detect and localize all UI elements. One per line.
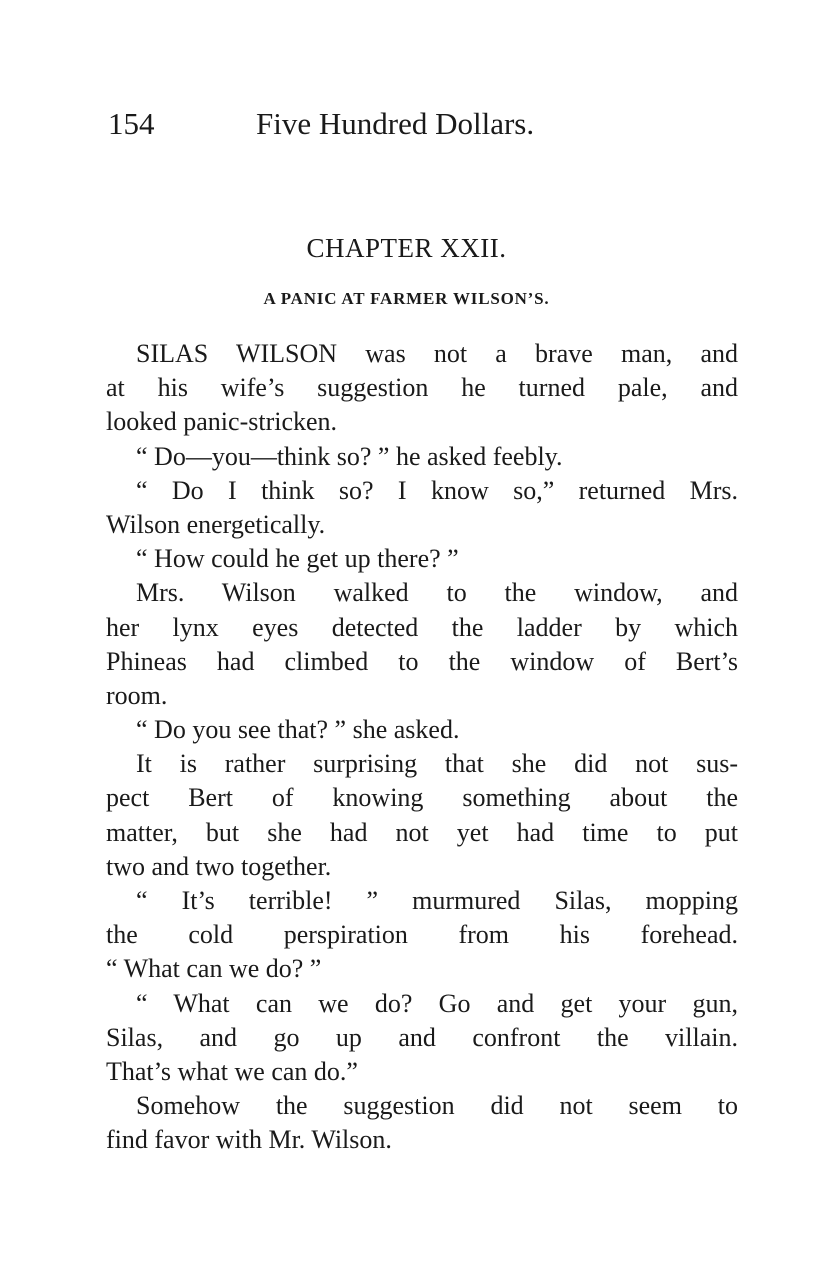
text-line: Phineas had climbed to the window of Bert’s — [106, 646, 738, 676]
text-line: at his wife’s suggestion he turned pale, and — [106, 373, 738, 403]
text-line: Silas, and go up and confront the villain. — [106, 1022, 738, 1052]
text-line: Somehow the suggestion did not seem to — [136, 1091, 738, 1121]
text-line: looked panic-stricken. — [106, 407, 338, 437]
body-text — [106, 337, 738, 1158]
text-line: “ It’s terrible! ” murmured Silas, mopping — [136, 886, 738, 915]
text-line: the cold perspiration from his forehead. — [106, 920, 738, 950]
text-line: “ Do—you—think so? ” he asked feebly. — [136, 441, 563, 471]
text-line: matter, but she had not yet had time to put — [106, 817, 738, 847]
page-number: 154 — [108, 106, 155, 141]
text-line: That’s what we can do.” — [106, 1056, 358, 1086]
chapter-subtitle: A PANIC AT FARMER WILSON’S. — [263, 289, 550, 308]
running-head — [108, 106, 628, 146]
text-line: find favor with Mr. Wilson. — [106, 1125, 392, 1155]
text-line: “ Do I think so? I know so,” returned Mrs. — [136, 475, 738, 505]
text-line: her lynx eyes detected the ladder by which — [106, 612, 738, 642]
text-line: “ How could he get up there? ” — [136, 544, 459, 574]
text-line: “ What can we do? ” — [106, 954, 322, 984]
text-line: Wilson energetically. — [106, 509, 326, 539]
running-title: Five Hundred Dollars. — [256, 106, 535, 141]
chapter-heading: CHAPTER XXII. — [306, 233, 507, 263]
text-line: It is rather surprising that she did not sus- — [136, 749, 738, 779]
text-line: “ What can we do? Go and get your gun, — [136, 988, 738, 1018]
text-line: room. — [106, 680, 168, 710]
text-line: pect Bert of knowing something about the — [106, 783, 738, 813]
text-line: two and two together. — [106, 851, 332, 881]
text-line: Mrs. Wilson walked to the window, and — [136, 578, 738, 608]
text-line: “ Do you see that? ” she asked. — [136, 715, 460, 745]
text-line: SILAS WILSON was not a brave man, and — [136, 339, 738, 368]
